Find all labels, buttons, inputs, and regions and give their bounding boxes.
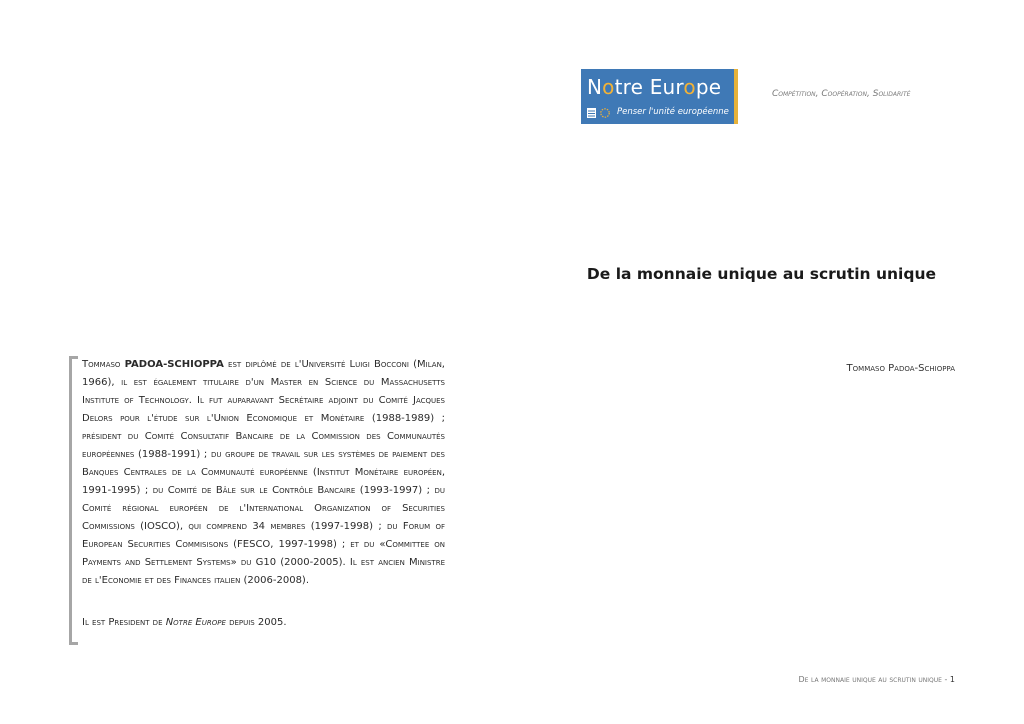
footer-text: De la monnaie unique au scrutin unique - [798,675,948,684]
bio-bracket [69,356,78,645]
bio-name-lead: Tommaso [82,359,121,370]
author-name: Tommaso Padoa-Schioppa [846,363,955,374]
page-footer [799,675,956,684]
bio-text: est diplômé de l'Université Luigi Bocconi (Milan, 1966), il est également titulaire d'un Master en Science du Massachusetts Institute of Technology. Il fut auparavant Secrétaire adjoint du Comité Jacques Delors pour l'étude sur l'Union Economique et Monétaire (1988-1989) ; président du Comité Consultatif Bancaire de la Commission des Communautés européennes (1988-1991) ; du groupe de travail sur les systèmes de paiement des Banques Centrales de la Communauté européenne (Institut Monétaire européen, 1991-1995) ; du Comité de Bâle sur le Contrôle Bancaire (1993-1997) ; du Comité régional européen de l'International Organization of Securities Commissions (IOSCO), qui comprend 34 membres (1997-1998) ; du Forum of European Securities Commisisons (FESCO, 1997-1998) ; et du «Committee on Payments and Settlement Systems» du G10 (2000-2005). Il est ancien Ministre de l'Economie et des Finances italien (2006-2008). [82,359,445,586]
logo-name: Notre Europe [587,75,722,99]
logo-emblem-icon [587,107,613,119]
bio-name-bold: PADOA-SCHIOPPA [124,359,224,370]
logo-tagline: Penser l'unité européenne [617,107,729,117]
notre-europe-mention: Notre Europe [165,617,226,628]
notre-europe-logo [581,69,738,124]
author-bio [82,356,445,590]
page-number: 1 [949,675,955,684]
document-title: De la monnaie unique au scrutin unique [586,265,936,283]
author-bio-presidency: Il est President de Notre Europe depuis 2005. [82,617,287,628]
motto: Compétition, Coopération, Solidarité [772,89,911,99]
